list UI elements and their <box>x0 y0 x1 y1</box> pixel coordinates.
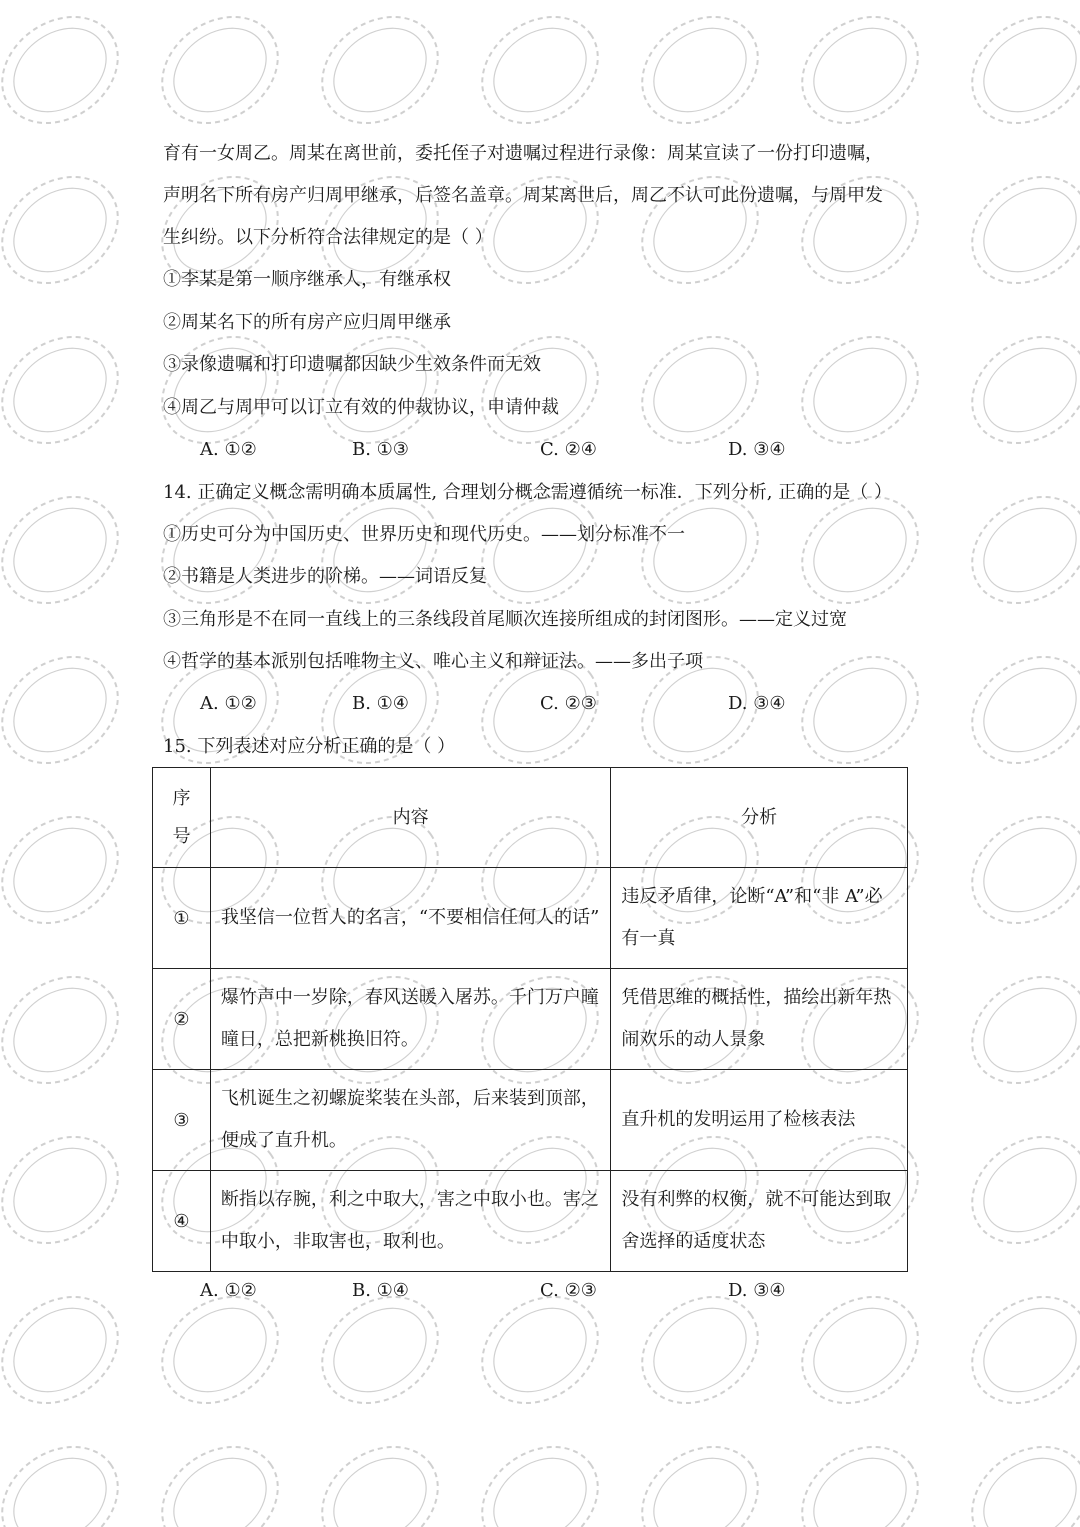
table-row <box>153 1171 908 1272</box>
header-content: 内容 <box>392 806 429 828</box>
q15-option-c: C. ②③ <box>540 1280 597 1301</box>
q15-option-a: A. ①② <box>200 1280 257 1301</box>
row-content: 我坚信一位哲人的名言，“不要相信任何人的话” <box>220 907 600 928</box>
q14-option-a: A. ①② <box>200 693 257 714</box>
q14-statement-2: ②书籍是人类进步的阶梯。——词语反复 <box>163 566 487 587</box>
header-analysis: 分析 <box>741 806 778 828</box>
q14-statement-3: ③三角形是不在同一直线上的三条线段首尾顺次连接所组成的封闭图形。——定义过宽 <box>163 609 847 630</box>
q14-option-d: D. ③④ <box>728 693 786 714</box>
q15-stem: 15. 下列表述对应分析正确的是（ ） <box>163 736 456 757</box>
q14-statement-4: ④哲学的基本派别包括唯物主义、唯心主义和辩证法。——多出子项 <box>163 651 703 672</box>
row-number: ① <box>153 868 211 969</box>
table-row <box>153 868 908 969</box>
q14-statement-1: ①历史可分为中国历史、世界历史和现代历史。——划分标准不一 <box>163 524 685 545</box>
q13-statement-3: ③录像遗嘱和打印遗嘱都因缺少生效条件而无效 <box>163 354 541 375</box>
q15-option-d: D. ③④ <box>728 1280 786 1301</box>
q13-option-d: D. ③④ <box>728 439 786 460</box>
row-number: ② <box>153 969 211 1070</box>
row-content: 断指以存腕，利之中取大，害之中取小也。害之中取小，非取害也，取利也。 <box>220 1189 599 1252</box>
row-content: 飞机诞生之初螺旋桨装在头部，后来装到顶部，便成了直升机。 <box>220 1088 599 1151</box>
q13-statement-4: ④周乙与周甲可以订立有效的仲裁协议，申请仲裁 <box>163 397 559 418</box>
row-analysis: 凭借思维的概括性，描绘出新年热闹欢乐的动人景象 <box>621 987 892 1050</box>
row-number: ③ <box>153 1070 211 1171</box>
q13-option-b: B. ①③ <box>352 439 409 460</box>
q13-stem-line-3: 生纠纷。以下分析符合法律规定的是（ ） <box>163 227 493 248</box>
table-row <box>153 969 908 1070</box>
q14-stem: 14. 正确定义概念需明确本质属性, 合理划分概念需遵循统一标准．下列分析, 正确的是（ ） <box>163 482 892 503</box>
q13-stem-line-2: 声明名下所有房产归周甲继承，后签名盖章。周某离世后，周乙不认可此份遗嘱，与周甲发 <box>163 185 883 206</box>
q15-option-b: B. ①④ <box>352 1280 409 1301</box>
header-number: 序号 <box>172 787 191 847</box>
q13-statement-2: ②周某名下的所有房产应归周甲继承 <box>163 312 451 333</box>
table-header-row <box>153 768 908 868</box>
q15-table <box>152 767 908 1272</box>
q13-statement-1: ①李某是第一顺序继承人，有继承权 <box>163 269 451 290</box>
row-analysis: 没有利弊的权衡，就不可能达到取舍选择的适度状态 <box>621 1189 892 1252</box>
table-row <box>153 1070 908 1171</box>
row-analysis: 违反矛盾律，论断“A”和“非 A”必有一真 <box>621 886 883 949</box>
row-analysis: 直升机的发明运用了检核表法 <box>621 1109 856 1130</box>
q14-option-b: B. ①④ <box>352 693 409 714</box>
row-content: 爆竹声中一岁除，春风送暖入屠苏。千门万户曈曈日，总把新桃换旧符。 <box>220 987 599 1050</box>
q14-option-c: C. ②③ <box>540 693 597 714</box>
q13-option-c: C. ②④ <box>540 439 597 460</box>
row-number: ④ <box>153 1171 211 1272</box>
q13-stem-line-1: 育有一女周乙。周某在离世前，委托侄子对遗嘱过程进行录像：周某宣读了一份打印遗嘱， <box>163 143 883 164</box>
q13-option-a: A. ①② <box>200 439 257 460</box>
